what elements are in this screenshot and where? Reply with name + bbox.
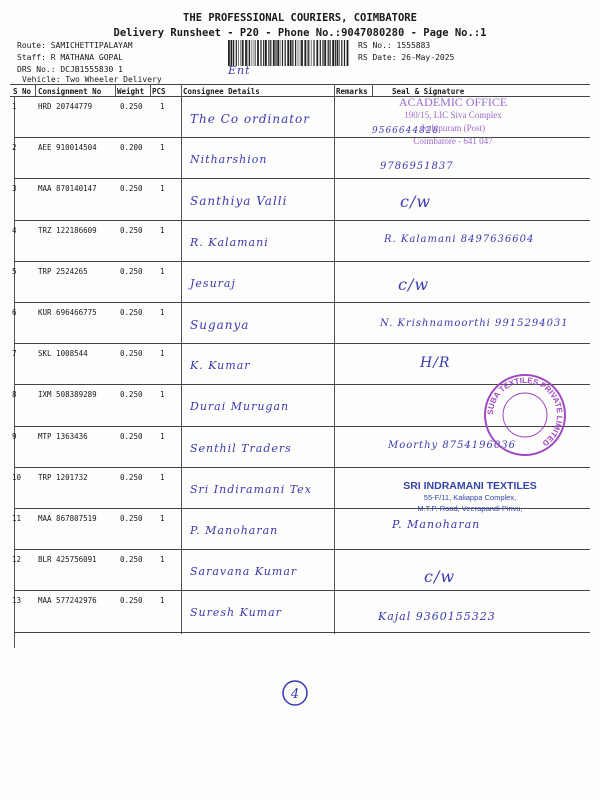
row-pcs: 1 [160,349,165,359]
row-weight: 0.250 [120,308,143,317]
rs-date: RS Date: 26-May-2025 [358,53,455,62]
row-consignee-name: P. Manoharan [190,524,279,537]
row-consignee-name: Saravana Kumar [190,565,298,579]
column-divider [35,84,36,96]
vehicle-label: Vehicle: Two Wheeler Delivery [22,75,162,84]
row-signature: c/w [398,274,430,294]
row-signature: N. Krishnamoorthi 9915294031 [380,318,569,329]
col-header-sno: S No [13,87,32,96]
row-pcs: 1 [160,472,165,482]
row-weight: 0.200 [120,143,143,153]
row-weight: 0.250 [120,266,143,276]
row-signature: 9786951837 [380,161,454,173]
row-pcs: 1 [160,102,165,111]
row-consignee-name: The Co ordinator [190,112,311,126]
row-signature: P. Manoharan [392,518,481,531]
row-weight: 0.250 [120,349,143,359]
row-signature: c/w [424,567,456,587]
row-weight: 0.250 [120,596,143,606]
row-consignment-no: KUR 696466775 [38,308,97,317]
row-sno: 4 [12,225,17,235]
row-consignee-name: Suganya [190,318,250,332]
col-header-details: Consignee Details [183,87,260,96]
circled-page-mark-icon [280,678,310,708]
row-sno: 11 [12,514,22,523]
row-divider [14,590,590,591]
column-divider [181,84,182,634]
row-divider [14,467,590,468]
row-sno: 7 [12,349,17,359]
row-sno: 12 [12,555,22,565]
route-label: Route: SAMICHETTIPALAYAM [17,41,133,50]
row-pcs: 1 [160,308,165,317]
row-divider [14,549,590,550]
row-weight: 0.250 [120,431,143,441]
row-divider [14,261,590,262]
row-consignment-no: MTP 1363436 [38,431,88,441]
row-consignee-name: Jesuraj [190,276,236,290]
row-pcs: 1 [160,184,165,194]
row-pcs: 1 [160,514,165,523]
column-divider [115,84,116,96]
row-divider [14,302,590,303]
document-title: THE PROFESSIONAL COURIERS, COIMBATORE [183,12,417,24]
row-consignment-no: HRD 20744779 [38,102,93,111]
staff-label: Staff: R MATHANA GOPAL [17,53,123,62]
row-pcs: 1 [160,143,165,153]
row-weight: 0.250 [120,102,143,111]
row-sno: 10 [12,472,22,482]
row-weight: 0.250 [120,390,143,400]
row-sno: 9 [12,431,17,441]
row-pcs: 1 [160,225,165,235]
academic-stamp-post: Jothipuram (Post) [420,123,486,133]
col-header-pcs: PCS [152,87,166,96]
row-weight: 0.250 [120,184,143,194]
col-header-weight: Weight [117,87,145,96]
row-consignee-name: Santhiya Valli [190,194,288,209]
row-pcs: 1 [160,390,165,400]
row-consignment-no: BLR 425756091 [38,555,97,565]
row-consignment-no: TRP 1201732 [38,472,88,482]
col-header-remarks: Remarks [336,87,368,96]
row-weight: 0.250 [120,225,143,235]
row-sno: 8 [12,390,17,400]
row-pcs: 1 [160,555,165,565]
academic-stamp-name: ACADEMIC OFFICE [398,95,508,109]
round-seal-text: SUBA TEXTILES PRIVATE LIMITED [485,375,565,448]
row-pcs: 1 [160,431,165,441]
row-divider [14,343,590,344]
row-consignee-name: K. Kumar [190,359,251,373]
col-header-seal: Seal & Signature [392,87,465,96]
row-consignee-name: Durai Murugan [190,400,290,414]
drs-label: DRS No.: DCJB1555830 1 [17,65,123,74]
table-top-border [10,84,590,85]
row-signature: R. Kalamani 8497636604 [384,233,535,245]
row-sno: 3 [12,184,17,194]
indramani-stamp-address: 55-F/11, Kaliappa Complex, [423,493,517,502]
row-signature: Kajal 9360155323 [378,610,496,624]
row-signature: H/R [420,355,451,372]
round-company-seal-icon [482,372,568,458]
row-pcs: 1 [160,266,165,276]
row-consignee-name: Nitharshion [190,153,268,167]
row-consignee-name: R. Kalamani [190,235,269,249]
footer-mark: 4 [290,687,300,702]
row-signature: Moorthy 8754196036 [388,439,516,451]
academic-stamp-city: Coimbatore - 641 047 [413,136,493,146]
row-signature: c/w [400,192,432,212]
row-consignment-no: IXM 508389289 [38,390,97,400]
barcode-icon [227,40,351,66]
column-divider [150,84,151,96]
handwritten-mark: Ent [228,64,251,77]
row-consignment-no: AEE 910014504 [38,143,97,153]
row-weight: 0.250 [120,514,143,523]
row-sno: 6 [12,308,17,317]
row-sno: 13 [12,596,22,606]
row-signature: 9566644828 [372,126,440,136]
indramani-stamp-name: SRI INDRAMANI TEXTILES [403,480,537,492]
row-divider [14,632,590,633]
row-weight: 0.250 [120,555,143,565]
academic-stamp-address: 190/15, LIC Siva Complex [404,110,502,120]
row-consignment-no: SKL 1008544 [38,349,88,359]
row-divider [14,220,590,221]
rs-number: RS No.: 1555883 [358,41,431,50]
row-consignee-name: Senthil Traders [190,441,292,455]
column-divider [334,84,335,634]
row-pcs: 1 [160,596,165,606]
row-sno: 2 [12,143,17,153]
col-header-consignment: Consignment No [38,87,102,96]
row-consignment-no: MAA 577242976 [38,596,97,606]
row-consignee-name: Suresh Kumar [190,606,282,620]
row-sno: 1 [12,102,17,111]
row-consignment-no: TRZ 122186609 [38,225,97,235]
row-consignee-name: Sri Indiramani Tex [190,482,312,496]
document-subtitle: Delivery Runsheet - P20 - Phone No.:9047080280 - Page No.:1 [113,27,487,39]
row-sno: 5 [12,266,17,276]
row-consignment-no: MAA 867807519 [38,514,97,523]
row-weight: 0.250 [120,472,143,482]
row-consignment-no: TRP 2524265 [38,266,88,276]
row-consignment-no: MAA 870140147 [38,184,97,194]
indramani-stamp-road: M.T.P. Road, Veerapandi Pirivu, [417,504,523,513]
row-divider [14,178,590,179]
